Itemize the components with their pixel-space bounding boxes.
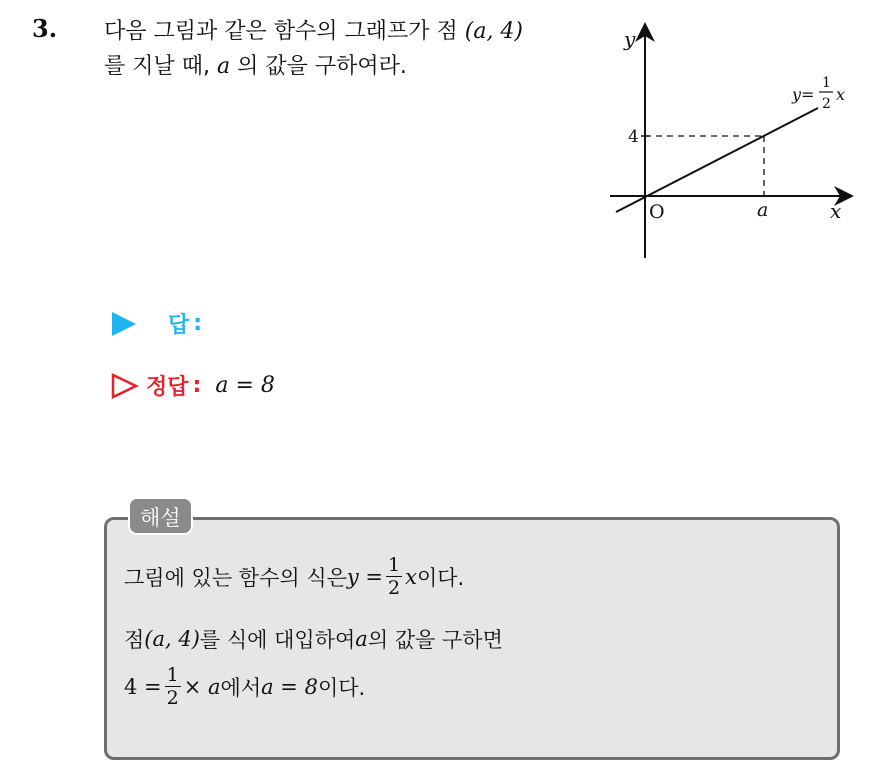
answer-label: 답 xyxy=(168,313,190,338)
question-text xyxy=(104,14,604,84)
explanation-line-2 xyxy=(124,624,503,654)
line-label-denominator: 2 xyxy=(822,96,831,112)
explanation-times: × a xyxy=(183,674,221,699)
explanation-fraction-2 xyxy=(165,664,181,709)
explanation-equation-lhs: y = xyxy=(346,564,384,589)
question-variable: a xyxy=(216,54,231,79)
explanation-point: (a, 4) xyxy=(144,627,200,651)
question-line-1 xyxy=(104,14,604,49)
line-label-prefix: y= xyxy=(792,85,815,104)
question-line-2 xyxy=(104,49,604,84)
explanation-line-2-mid: 를 식에 대입하여 xyxy=(199,628,356,652)
explanation-variable: a xyxy=(355,627,368,651)
correct-answer-colon: : xyxy=(192,373,202,398)
explanation-line-3-lhs: 4 = xyxy=(124,674,162,699)
correct-answer-row xyxy=(110,370,275,401)
fraction-1-denominator: 2 xyxy=(388,577,401,599)
correct-answer-value: a = 8 xyxy=(215,373,275,398)
explanation-title: 해설 xyxy=(128,497,193,535)
x-axis-label: x xyxy=(830,199,842,223)
fraction-2-numerator: 1 xyxy=(166,664,179,686)
explanation-fraction-1 xyxy=(386,554,402,599)
explanation-line-3-mid: 에서 xyxy=(220,675,262,700)
question-line-1-text: 다음 그림과 같은 함수의 그래프가 점 xyxy=(104,19,465,44)
function-graph xyxy=(600,20,870,270)
outline-arrow-icon xyxy=(110,372,140,400)
question-number: 3. xyxy=(32,14,58,43)
explanation-equation-var: x xyxy=(405,564,417,589)
explanation-line-2-end: 의 값을 구하면 xyxy=(367,628,503,652)
fraction-1-numerator: 1 xyxy=(388,554,401,576)
explanation-line-1 xyxy=(124,554,464,599)
explanation-line-2-text: 점 xyxy=(124,628,145,652)
explanation-line-3 xyxy=(124,664,365,709)
explanation-line-1-end: 이다. xyxy=(416,565,465,590)
explanation-result: a = 8 xyxy=(261,674,318,699)
line-label-numerator: 1 xyxy=(822,75,831,91)
origin-label: O xyxy=(649,201,665,223)
explanation-line-1-text: 그림에 있는 함수의 식은 xyxy=(124,565,347,590)
question-line-2-text: 를 지날 때, xyxy=(104,54,217,79)
filled-arrow-icon xyxy=(110,310,140,338)
correct-answer-label: 정답 xyxy=(146,375,189,400)
y-axis-label: y xyxy=(624,27,636,51)
y-tick-label: 4 xyxy=(628,127,639,147)
x-tick-label: a xyxy=(757,199,769,221)
fraction-2-denominator: 2 xyxy=(166,687,179,709)
answer-row xyxy=(110,308,202,339)
answer-colon: : xyxy=(193,311,203,336)
line-label-variable: x xyxy=(836,85,846,104)
question-line-2-end: 의 값을 구하여라. xyxy=(230,54,407,79)
explanation-line-3-end: 이다. xyxy=(317,675,366,700)
question-point: (a, 4) xyxy=(464,19,524,44)
